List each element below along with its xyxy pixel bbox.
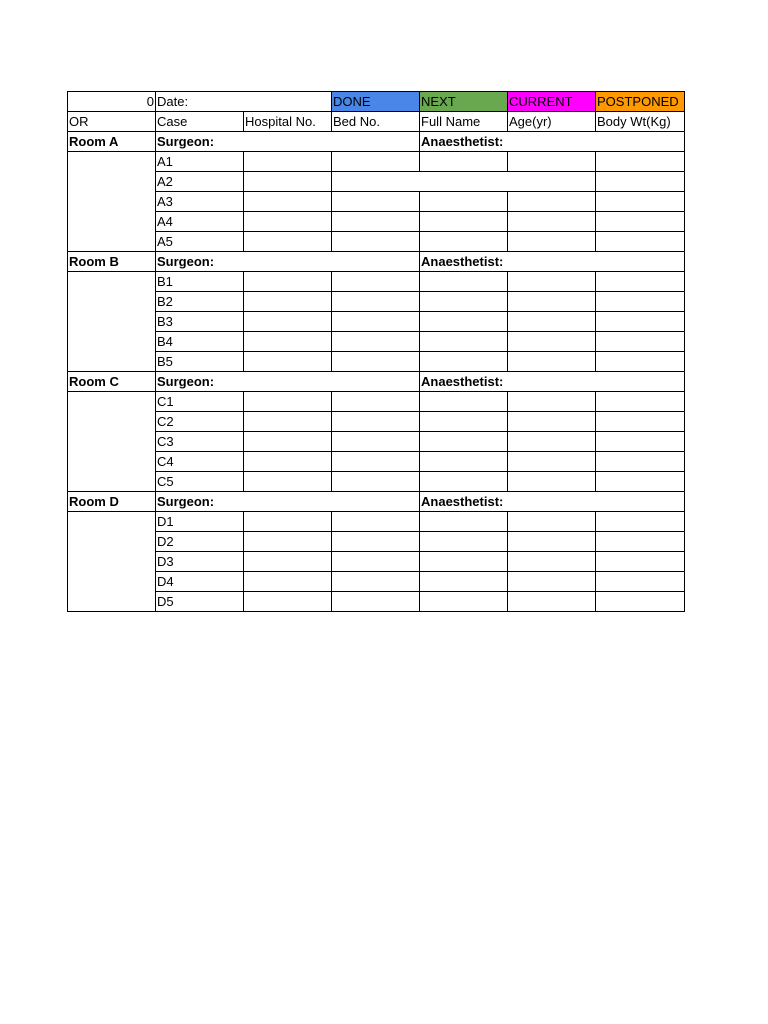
bed-no-cell[interactable] xyxy=(332,432,420,452)
age-cell[interactable] xyxy=(508,292,596,312)
age-cell[interactable] xyxy=(508,352,596,372)
case-id: D2 xyxy=(156,532,244,552)
full-name-cell[interactable] xyxy=(420,572,508,592)
room-blank-cell xyxy=(68,272,156,372)
age-cell[interactable] xyxy=(508,152,596,172)
bed-no-cell[interactable] xyxy=(332,232,420,252)
case-id: C1 xyxy=(156,392,244,412)
bed-no-cell[interactable] xyxy=(332,392,420,412)
age-cell[interactable] xyxy=(596,172,685,192)
age-cell[interactable] xyxy=(508,452,596,472)
full-name-cell[interactable] xyxy=(420,312,508,332)
table-row xyxy=(68,452,685,472)
body-wt-cell[interactable] xyxy=(596,412,685,432)
surgeon-label[interactable]: Surgeon: xyxy=(156,252,420,272)
case-id: A3 xyxy=(156,192,244,212)
age-cell[interactable] xyxy=(508,572,596,592)
body-wt-cell[interactable] xyxy=(596,152,685,172)
body-wt-cell[interactable] xyxy=(596,232,685,252)
col-header-full-name: Full Name xyxy=(420,112,508,132)
hospital-no-cell[interactable] xyxy=(244,212,332,232)
hospital-no-cell[interactable] xyxy=(244,292,332,312)
bed-no-cell[interactable] xyxy=(332,212,420,232)
body-wt-cell[interactable] xyxy=(596,332,685,352)
room-name: Room C xyxy=(68,372,156,392)
hospital-no-cell[interactable] xyxy=(244,232,332,252)
case-id: C5 xyxy=(156,472,244,492)
case-id: A1 xyxy=(156,152,244,172)
body-wt-cell[interactable] xyxy=(596,312,685,332)
bed-no-cell[interactable] xyxy=(332,552,420,572)
surgeon-label[interactable]: Surgeon: xyxy=(156,492,420,512)
case-id: D3 xyxy=(156,552,244,572)
hospital-no-cell[interactable] xyxy=(244,532,332,552)
full-name-cell[interactable] xyxy=(420,292,508,312)
zero-cell[interactable]: 0 xyxy=(68,92,156,112)
hospital-no-cell[interactable] xyxy=(244,192,332,212)
bed-no-cell[interactable] xyxy=(332,152,420,172)
full-name-cell[interactable] xyxy=(420,472,508,492)
room-name: Room A xyxy=(68,132,156,152)
age-cell[interactable] xyxy=(508,532,596,552)
hospital-no-cell[interactable] xyxy=(244,412,332,432)
full-name-cell[interactable] xyxy=(420,512,508,532)
body-wt-cell[interactable] xyxy=(596,192,685,212)
case-id: A2 xyxy=(156,172,244,192)
full-name-cell[interactable] xyxy=(420,212,508,232)
table-row xyxy=(68,152,685,172)
bed-no-cell[interactable] xyxy=(332,192,420,212)
case-id: B3 xyxy=(156,312,244,332)
bed-no-cell[interactable] xyxy=(332,572,420,592)
full-name-cell[interactable] xyxy=(420,452,508,472)
table-row xyxy=(68,272,685,292)
age-cell[interactable] xyxy=(508,272,596,292)
full-name-cell[interactable] xyxy=(420,392,508,412)
hospital-no-cell[interactable] xyxy=(244,572,332,592)
case-id: D4 xyxy=(156,572,244,592)
full-name-cell[interactable] xyxy=(420,272,508,292)
bed-no-cell[interactable] xyxy=(332,272,420,292)
table-row xyxy=(68,232,685,252)
full-name-cell[interactable] xyxy=(420,332,508,352)
hospital-no-cell[interactable] xyxy=(244,392,332,412)
anaesthetist-label[interactable]: Anaesthetist: xyxy=(420,492,685,512)
case-id: A5 xyxy=(156,232,244,252)
legend-current: CURRENT xyxy=(508,92,596,112)
body-wt-cell[interactable] xyxy=(596,292,685,312)
full-name-cell[interactable] xyxy=(420,412,508,432)
table-row xyxy=(68,552,685,572)
date-label[interactable]: Date: xyxy=(156,92,332,112)
bed-no-cell[interactable] xyxy=(332,452,420,472)
age-cell[interactable] xyxy=(508,332,596,352)
age-cell[interactable] xyxy=(508,212,596,232)
hospital-no-cell[interactable] xyxy=(244,452,332,472)
table-row xyxy=(68,172,685,192)
bed-no-cell[interactable] xyxy=(332,512,420,532)
body-wt-cell[interactable] xyxy=(596,432,685,452)
column-header-row xyxy=(68,112,685,132)
age-cell[interactable] xyxy=(508,232,596,252)
hospital-no-cell[interactable] xyxy=(244,432,332,452)
body-wt-cell[interactable] xyxy=(596,552,685,572)
hospital-no-cell[interactable] xyxy=(244,352,332,372)
bed-no-cell[interactable] xyxy=(332,292,420,312)
bed-no-cell[interactable] xyxy=(332,592,420,612)
col-header-hospital-no: Hospital No. xyxy=(244,112,332,132)
body-wt-cell[interactable] xyxy=(596,212,685,232)
age-cell[interactable] xyxy=(508,392,596,412)
header-row xyxy=(68,92,685,112)
room-header-row xyxy=(68,492,685,512)
bed-no-cell[interactable] xyxy=(332,332,420,352)
room-header-row xyxy=(68,372,685,392)
hospital-no-cell[interactable] xyxy=(244,472,332,492)
case-id: B5 xyxy=(156,352,244,372)
table-row xyxy=(68,472,685,492)
body-wt-cell[interactable] xyxy=(596,592,685,612)
age-cell[interactable] xyxy=(508,432,596,452)
age-cell[interactable] xyxy=(508,312,596,332)
body-wt-cell[interactable] xyxy=(596,572,685,592)
anaesthetist-label[interactable]: Anaesthetist: xyxy=(420,372,685,392)
full-name-cell[interactable] xyxy=(420,232,508,252)
body-wt-cell[interactable] xyxy=(596,472,685,492)
room-name: Room B xyxy=(68,252,156,272)
room-blank-cell xyxy=(68,512,156,612)
hospital-no-cell[interactable] xyxy=(244,332,332,352)
body-wt-cell[interactable] xyxy=(596,532,685,552)
room-name: Room D xyxy=(68,492,156,512)
case-id: D5 xyxy=(156,592,244,612)
room-blank-cell xyxy=(68,152,156,252)
full-name-cell[interactable] xyxy=(420,352,508,372)
table-row xyxy=(68,352,685,372)
table-row xyxy=(68,592,685,612)
table-row xyxy=(68,312,685,332)
full-name-cell[interactable] xyxy=(420,592,508,612)
legend-next: NEXT xyxy=(420,92,508,112)
case-id: C2 xyxy=(156,412,244,432)
case-id: B1 xyxy=(156,272,244,292)
legend-postponed: POSTPONED xyxy=(596,92,685,112)
table-row xyxy=(68,292,685,312)
case-id: C3 xyxy=(156,432,244,452)
body-wt-cell[interactable] xyxy=(596,452,685,472)
table-row xyxy=(68,512,685,532)
room-blank-cell xyxy=(68,392,156,492)
bed-no-cell[interactable] xyxy=(332,352,420,372)
or-schedule-table xyxy=(67,91,685,612)
bed-no-cell[interactable] xyxy=(332,472,420,492)
full-name-cell[interactable] xyxy=(420,552,508,572)
table-row xyxy=(68,432,685,452)
room-header-row xyxy=(68,132,685,152)
hospital-no-cell[interactable] xyxy=(244,272,332,292)
body-wt-cell[interactable] xyxy=(596,352,685,372)
col-header-bed-no: Bed No. xyxy=(332,112,420,132)
body-wt-cell[interactable] xyxy=(596,272,685,292)
table-row xyxy=(68,572,685,592)
body-wt-cell[interactable] xyxy=(596,392,685,412)
table-row xyxy=(68,532,685,552)
full-name-cell[interactable] xyxy=(420,152,508,172)
anaesthetist-label[interactable]: Anaesthetist: xyxy=(420,132,685,152)
table-row xyxy=(68,332,685,352)
age-cell[interactable] xyxy=(508,472,596,492)
surgeon-label[interactable]: Surgeon: xyxy=(156,132,420,152)
hospital-no-cell[interactable] xyxy=(244,152,332,172)
age-cell[interactable] xyxy=(508,192,596,212)
anaesthetist-label[interactable]: Anaesthetist: xyxy=(420,252,685,272)
age-cell[interactable] xyxy=(508,512,596,532)
hospital-no-cell[interactable] xyxy=(244,592,332,612)
room-header-row xyxy=(68,252,685,272)
col-header-or: OR xyxy=(68,112,156,132)
bed-no-cell[interactable] xyxy=(332,312,420,332)
full-name-cell[interactable] xyxy=(420,532,508,552)
legend-done: DONE xyxy=(332,92,420,112)
hospital-no-cell[interactable] xyxy=(244,552,332,572)
table-row xyxy=(68,412,685,432)
hospital-no-cell[interactable] xyxy=(244,512,332,532)
table-row xyxy=(68,192,685,212)
age-cell[interactable] xyxy=(508,592,596,612)
table-row xyxy=(68,212,685,232)
merged-cell[interactable] xyxy=(332,172,596,192)
age-cell[interactable] xyxy=(508,412,596,432)
table-row xyxy=(68,392,685,412)
case-id: B2 xyxy=(156,292,244,312)
bed-no-cell[interactable] xyxy=(332,532,420,552)
body-wt-cell[interactable] xyxy=(596,512,685,532)
full-name-cell[interactable] xyxy=(420,192,508,212)
hospital-no-cell[interactable] xyxy=(244,172,332,192)
case-id: D1 xyxy=(156,512,244,532)
surgeon-label[interactable]: Surgeon: xyxy=(156,372,420,392)
hospital-no-cell[interactable] xyxy=(244,312,332,332)
full-name-cell[interactable] xyxy=(420,432,508,452)
case-id: A4 xyxy=(156,212,244,232)
bed-no-cell[interactable] xyxy=(332,412,420,432)
case-id: C4 xyxy=(156,452,244,472)
age-cell[interactable] xyxy=(508,552,596,572)
col-header-body-wt: Body Wt(Kg) xyxy=(596,112,685,132)
case-id: B4 xyxy=(156,332,244,352)
col-header-age: Age(yr) xyxy=(508,112,596,132)
col-header-case: Case xyxy=(156,112,244,132)
